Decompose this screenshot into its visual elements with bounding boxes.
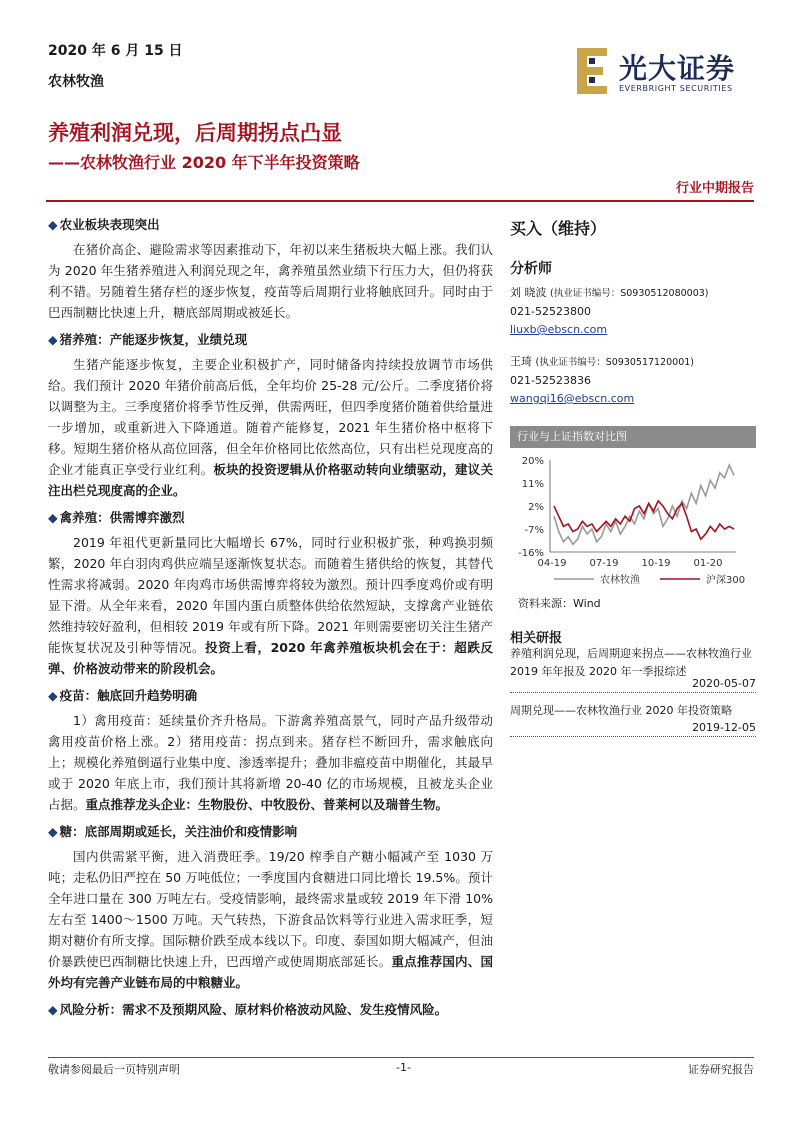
footer-disclaimer: 敬请参阅最后一页特别声明 (48, 1063, 180, 1076)
chart-source: 资料来源：Wind (518, 597, 601, 610)
y-tick-label: -16% (518, 548, 544, 559)
everbright-logo (575, 45, 753, 97)
legend-label: 农林牧渔 (600, 575, 640, 586)
x-tick-label: 01-20 (693, 558, 723, 569)
footer-label: 证券研究报告 (688, 1063, 754, 1076)
diamond-bullet-icon: ◆ (48, 688, 58, 703)
everbright-logo-icon (575, 46, 611, 96)
diamond-bullet-icon: ◆ (48, 217, 58, 232)
diamond-bullet-icon: ◆ (48, 332, 58, 347)
chart-heading: 行业与上证指数对比图 (510, 426, 756, 448)
y-tick-label: 11% (521, 479, 544, 490)
analyst-cert: (执业证书编号：S0930512080003) (550, 288, 709, 299)
related-report-title[interactable]: 养殖利润兑现，后周期迎来拐点——农林牧渔行业 2019 年年报及 2020 年一季报综述 (510, 647, 752, 678)
related-heading: 相关研报 (510, 631, 563, 646)
main-body (48, 208, 493, 1024)
section-paragraph: 1）禽用疫苗：延续量价齐升格局。下游禽养殖高景气，同时产品升级带动禽用疫苗价格上涨。2）猪用疫苗：拐点到来。猪存栏不断回升，需求触底向上；规模化养殖倒逼行业集中度、渗透率提升；叠加非瘟疫苗中期催化，其最早或于 2020 年底上市，我们预计其将新增 20-40 亿的市场规模，且被龙头企业占据。重点推荐龙头企业：生物股份、中牧股份、普莱柯以及瑞普生物。 (48, 713, 493, 812)
analyst-block (510, 353, 756, 408)
page-footer (48, 1057, 754, 1078)
analyst-name: 王琦 (510, 355, 532, 368)
section-heading: ◆ 糖：底部周期或延长，关注油价和疫情影响 (48, 824, 298, 839)
industry-label: 农林牧渔 (48, 74, 104, 90)
analyst-phone: 021-52523800 (510, 305, 591, 318)
y-tick-label: 20% (521, 456, 544, 467)
report-type: 行业中期报告 (675, 181, 754, 196)
sidebar (510, 216, 756, 408)
related-report-date: 2019-12-05 (510, 720, 756, 737)
page-number: -1- (396, 1061, 411, 1074)
section-heading: ◆ 农业板块表现突出 (48, 217, 160, 232)
report-title: 养殖利润兑现，后周期拐点凸显 (48, 121, 342, 145)
section-paragraph: 2019 年祖代更新量同比大幅增长 67%，同时行业积极扩张，种鸡换羽频繁，2020 年白羽肉鸡供应端呈逐渐恢复状态。而随着生猪供给的恢复，其替代性需求将减弱。2020 年肉鸡市场供需博弈将较为激烈。预计四季度鸡价或有明显下滑。从全年来看，2020 年国内蛋白质整体供给依然短缺，支撑禽产业链依然维持较好盈利，但相较 2019 年或有所下降。2021 年则需要密切关注生猪产能恢复状况及引种等情况。投资上看，2020 年禽养殖板块机会在于：超跌反弹、价格波动带来的阶段机会。 (48, 535, 493, 676)
logo-text-en: EVERBRIGHT SECURITIES (619, 84, 733, 93)
x-tick-label: 04-19 (537, 558, 567, 569)
related-report-title[interactable]: 周期兑现——农林牧渔行业 2020 年投资策略 (510, 704, 732, 717)
section-paragraph: 生猪产能逐步恢复，主要企业积极扩产，同时储备肉持续投放调节市场供给。我们预计 2020 年猪价前高后低，全年均价 25-28 元/公斤。二季度猪价将以调整为主。三季度猪价将季节性反弹，供需两旺，但四季度猪价随着供给量进一步增加，或重新进入下降通道。随着产能修复，2021 年生猪价格中枢将下移。短期生猪价格从高位回落，但全年价格同比依然高位，只有出栏兑现度高的企业才能真正享受行业红利。板块的投资逻辑从价格驱动转向业绩驱动，建议关注出栏兑现度高的企业。 (48, 357, 493, 498)
diamond-bullet-icon: ◆ (48, 510, 58, 525)
section-heading: ◆ 禽养殖：供需博弈激烈 (48, 510, 185, 525)
report-subtitle: ——农林牧渔行业 2020 年下半年投资策略 (48, 153, 360, 172)
report-date: 2020 年 6 月 15 日 (48, 43, 183, 59)
x-tick-label: 07-19 (589, 558, 619, 569)
analyst-phone: 021-52523836 (510, 374, 591, 387)
diamond-bullet-icon: ◆ (48, 824, 58, 839)
rating: 买入（维持） (510, 219, 607, 238)
section-heading: ◆ 疫苗：触底回升趋势明确 (48, 688, 198, 703)
analyst-heading: 分析师 (510, 261, 552, 277)
related-report-date: 2020-05-07 (510, 676, 756, 693)
section-paragraph: 国内供需紧平衡，进入消费旺季。19/20 榨季自产糖小幅减产至 1030 万吨；走私仍旧严控在 50 万吨低位；一季度国内食糖进口同比增长 19.5%。预计全年进口量在 300 万吨左右。受疫情影响，最终需求量或较 2019 年下滑 10%左右至 1400～1500 万吨。天气转热，下游食品饮料等行业进入需求旺季，短期对糖价有所支撑。国际糖价跌至成本线以下。印度、泰国如期大幅减产，但油价暴跌使巴西制糖比快速上升，巴西增产或使周期底部延长。重点推荐国内、国外均有完善产业链布局的中粮糖业。 (48, 849, 493, 990)
analyst-name: 刘 晓波 (510, 286, 547, 299)
risk-note: ◆ 风险分析：需求不及预期风险、原材料价格波动风险、发生疫情风险。 (48, 1002, 448, 1017)
analyst-block (510, 284, 756, 339)
y-tick-label: -7% (524, 525, 544, 536)
y-tick-label: 2% (528, 502, 544, 513)
section-heading: ◆ 猪养殖：产能逐步恢复，业绩兑现 (48, 332, 248, 347)
analyst-cert: (执业证书编号：S0930517120001) (535, 357, 695, 368)
logo-text-cn: 光大证券 (619, 52, 736, 85)
industry-vs-index-chart (510, 452, 756, 592)
analyst-email-link[interactable]: liuxb@ebscn.com (510, 323, 608, 336)
legend-label: 沪深300 (706, 575, 746, 586)
analyst-email-link[interactable]: wangqi16@ebscn.com (510, 392, 635, 405)
section-paragraph: 在猪价高企、避险需求等因素推动下，年初以来生猪板块大幅上涨。我们认为 2020 年生猪养殖进入利润兑现之年，禽养殖虽然业绩下行压力大，但仍将获利不错。另随着生猪存栏的逐步恢复，疫苗等后周期行业将触底回升。同时由于巴西制糖比快速上升，糖底部周期或被延长。 (48, 242, 493, 320)
header-rule (46, 200, 754, 202)
diamond-bullet-icon: ◆ (48, 1002, 58, 1017)
x-tick-label: 10-19 (641, 558, 671, 569)
